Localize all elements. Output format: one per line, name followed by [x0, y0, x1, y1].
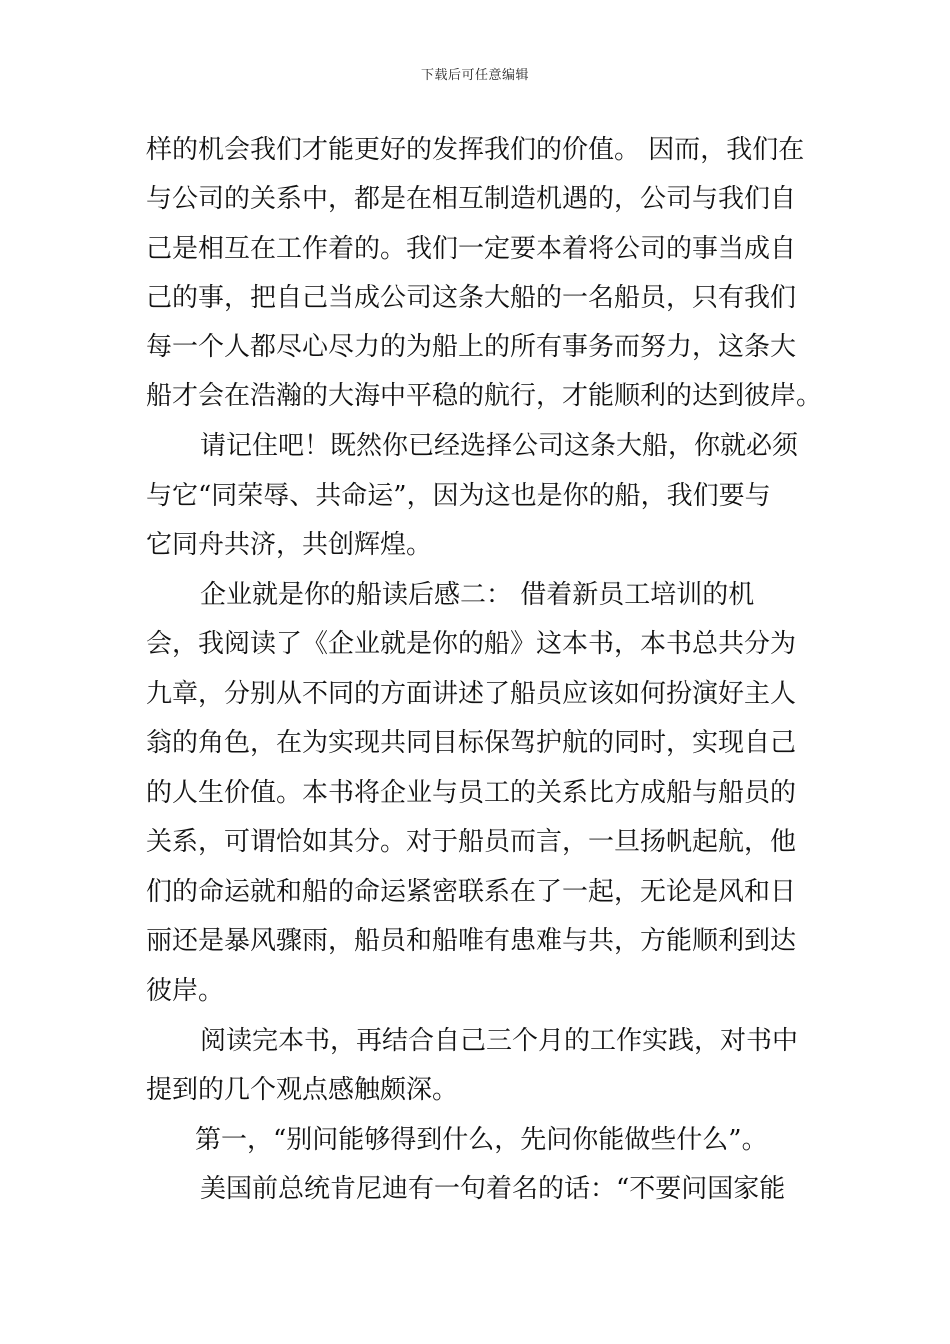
text-line: 们的命运就和船的命运紧密联系在了一起，无论是风和日 [146, 877, 797, 907]
page-header: 下载后可任意编辑 [420, 68, 529, 83]
text-line: 美国前总统肯尼迪有一句着名的话：“不要问国家能 [200, 1174, 786, 1204]
text-line: 请记住吧！既然你已经选择公司这条大船，你就必须 [200, 431, 799, 461]
text-line: 它同舟共济，共创辉煌。 [146, 530, 433, 560]
text-line: 九章，分别从不同的方面讲述了船员应该如何扮演好主人 [146, 679, 797, 709]
text-line: 提到的几个观点感触颇深。 [146, 1075, 459, 1105]
text-line: 第一，“别问能够得到什么，先问你能做些什么”。 [195, 1125, 768, 1155]
text-line: 己的事，把自己当成公司这条大船的一名船员，只有我们 [146, 283, 797, 313]
text-line: 阅读完本书，再结合自己三个月的工作实践，对书中 [200, 1026, 799, 1056]
text-line: 会，我阅读了《企业就是你的船》这本书，本书总共分为 [146, 629, 797, 659]
text-line: 与它“同荣辱、共命运”，因为这也是你的船，我们要与 [146, 481, 771, 511]
text-line: 关系，可谓恰如其分。对于船员而言，一旦扬帆起航，他 [146, 827, 797, 857]
text-line: 丽还是暴风骤雨，船员和船唯有患难与共，方能顺利到达 [146, 926, 797, 956]
text-line: 样的机会我们才能更好的发挥我们的价值。 因而，我们在 [146, 135, 805, 165]
text-line: 船才会在浩瀚的大海中平稳的航行，才能顺利的达到彼岸。 [146, 381, 823, 411]
text-line: 每一个人都尽心尽力的为船上的所有事务而努力，这条大 [146, 332, 797, 362]
text-line: 翁的角色，在为实现共同目标保驾护航的同时，实现自己 [146, 728, 797, 758]
text-line: 彼岸。 [146, 976, 225, 1006]
text-line: 企业就是你的船读后感二： 借着新员工培训的机 [200, 580, 755, 610]
text-line: 与公司的关系中，都是在相互制造机遇的，公司与我们自 [146, 184, 797, 214]
text-line: 的人生价值。本书将企业与员工的关系比方成船与船员的 [146, 778, 797, 808]
text-line: 己是相互在工作着的。我们一定要本着将公司的事当成自 [146, 234, 797, 264]
